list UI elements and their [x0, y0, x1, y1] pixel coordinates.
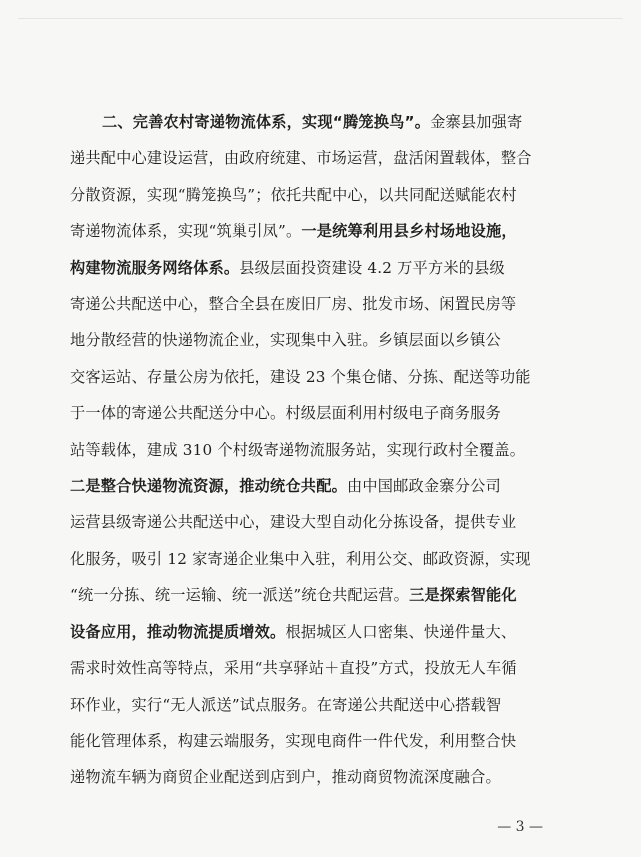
point3-title-cont: 设备应用，推动物流提质增效。 — [70, 622, 286, 641]
text-line-1: 二、完善农村寄递物流体系，实现“腾笼换鸟”。金寨县加强寄 — [102, 113, 523, 131]
text-line-8: 交客运站、存量公房为依托，建设 23 个集仓储、分拣、配送等功能 — [70, 367, 531, 386]
text-line-2: 递共配中心建设运营，由政府统建、市场运营，盘活闲置载体，整合 — [70, 149, 532, 168]
page-number: — 3 — — [497, 819, 543, 835]
text-line-14: “统一分拣、统一运输、统一派送”统仓共配运营。三是探索智能化 — [70, 586, 517, 605]
text-line-4: 寄递物流体系，实现“筑巢引凤”。一是统筹利用县乡村场地设施， — [70, 222, 517, 241]
text-line-16: 需求时效性高等特点，采用“共享驿站＋直投”方式，投放无人车循 — [70, 659, 517, 678]
text-line-15: 设备应用，推动物流提质增效。根据城区人口密集、快递件量大、 — [70, 622, 517, 641]
text-line-9: 于一体的寄递公共配送分中心。村级层面利用村级电子商务服务 — [70, 404, 501, 423]
text-line-5: 构建物流服务网络体系。县级层面投资建设 4.2 万平方米的县级 — [70, 258, 505, 277]
point1-title-cont: 构建物流服务网络体系。 — [70, 258, 240, 277]
point3-title: 三是探索智能化 — [409, 586, 517, 605]
text-line-7: 地分散经营的快递物流企业，实现集中入驻。乡镇层面以乡镇公 — [70, 331, 501, 350]
text-line-13: 化服务，吸引 12 家寄递企业集中入驻，利用公交、邮政资源，实现 — [70, 549, 531, 568]
body-text — [70, 104, 580, 796]
text-line-12: 运营县级寄递公共配送中心，建设大型自动化分拣设备，提供专业 — [70, 513, 517, 532]
text-line-18: 能化管理体系，构建云端服务，实现电商件一件代发，利用整合快 — [70, 731, 517, 750]
text-line-10: 站等载体，建成 310 个村级寄递物流服务站，实现行政村全覆盖。 — [70, 440, 526, 459]
text-line-3: 分散资源，实现“腾笼换鸟”；依托共配中心，以共同配送赋能农村 — [70, 185, 517, 204]
text-line-6: 寄递公共配送中心，整合全县在废旧厂房、批发市场、闲置民房等 — [70, 295, 517, 314]
section-heading: 二、完善农村寄递物流体系，实现“腾笼换鸟”。 — [102, 113, 431, 131]
point1-title: 一是统筹利用县乡村场地设施， — [301, 222, 517, 241]
text-line-11: 二是整合快递物流资源，推动统仓共配。由中国邮政金寨分公司 — [70, 477, 501, 496]
text-line-19: 递物流车辆为商贸企业配送到店到户，推动商贸物流深度融合。 — [70, 768, 501, 787]
text-line-17: 环作业，实行“无人派送”试点服务。在寄递公共配送中心搭载智 — [70, 695, 502, 714]
scan-edge — [18, 18, 623, 19]
point2-title: 二是整合快递物流资源，推动统仓共配。 — [70, 477, 347, 496]
